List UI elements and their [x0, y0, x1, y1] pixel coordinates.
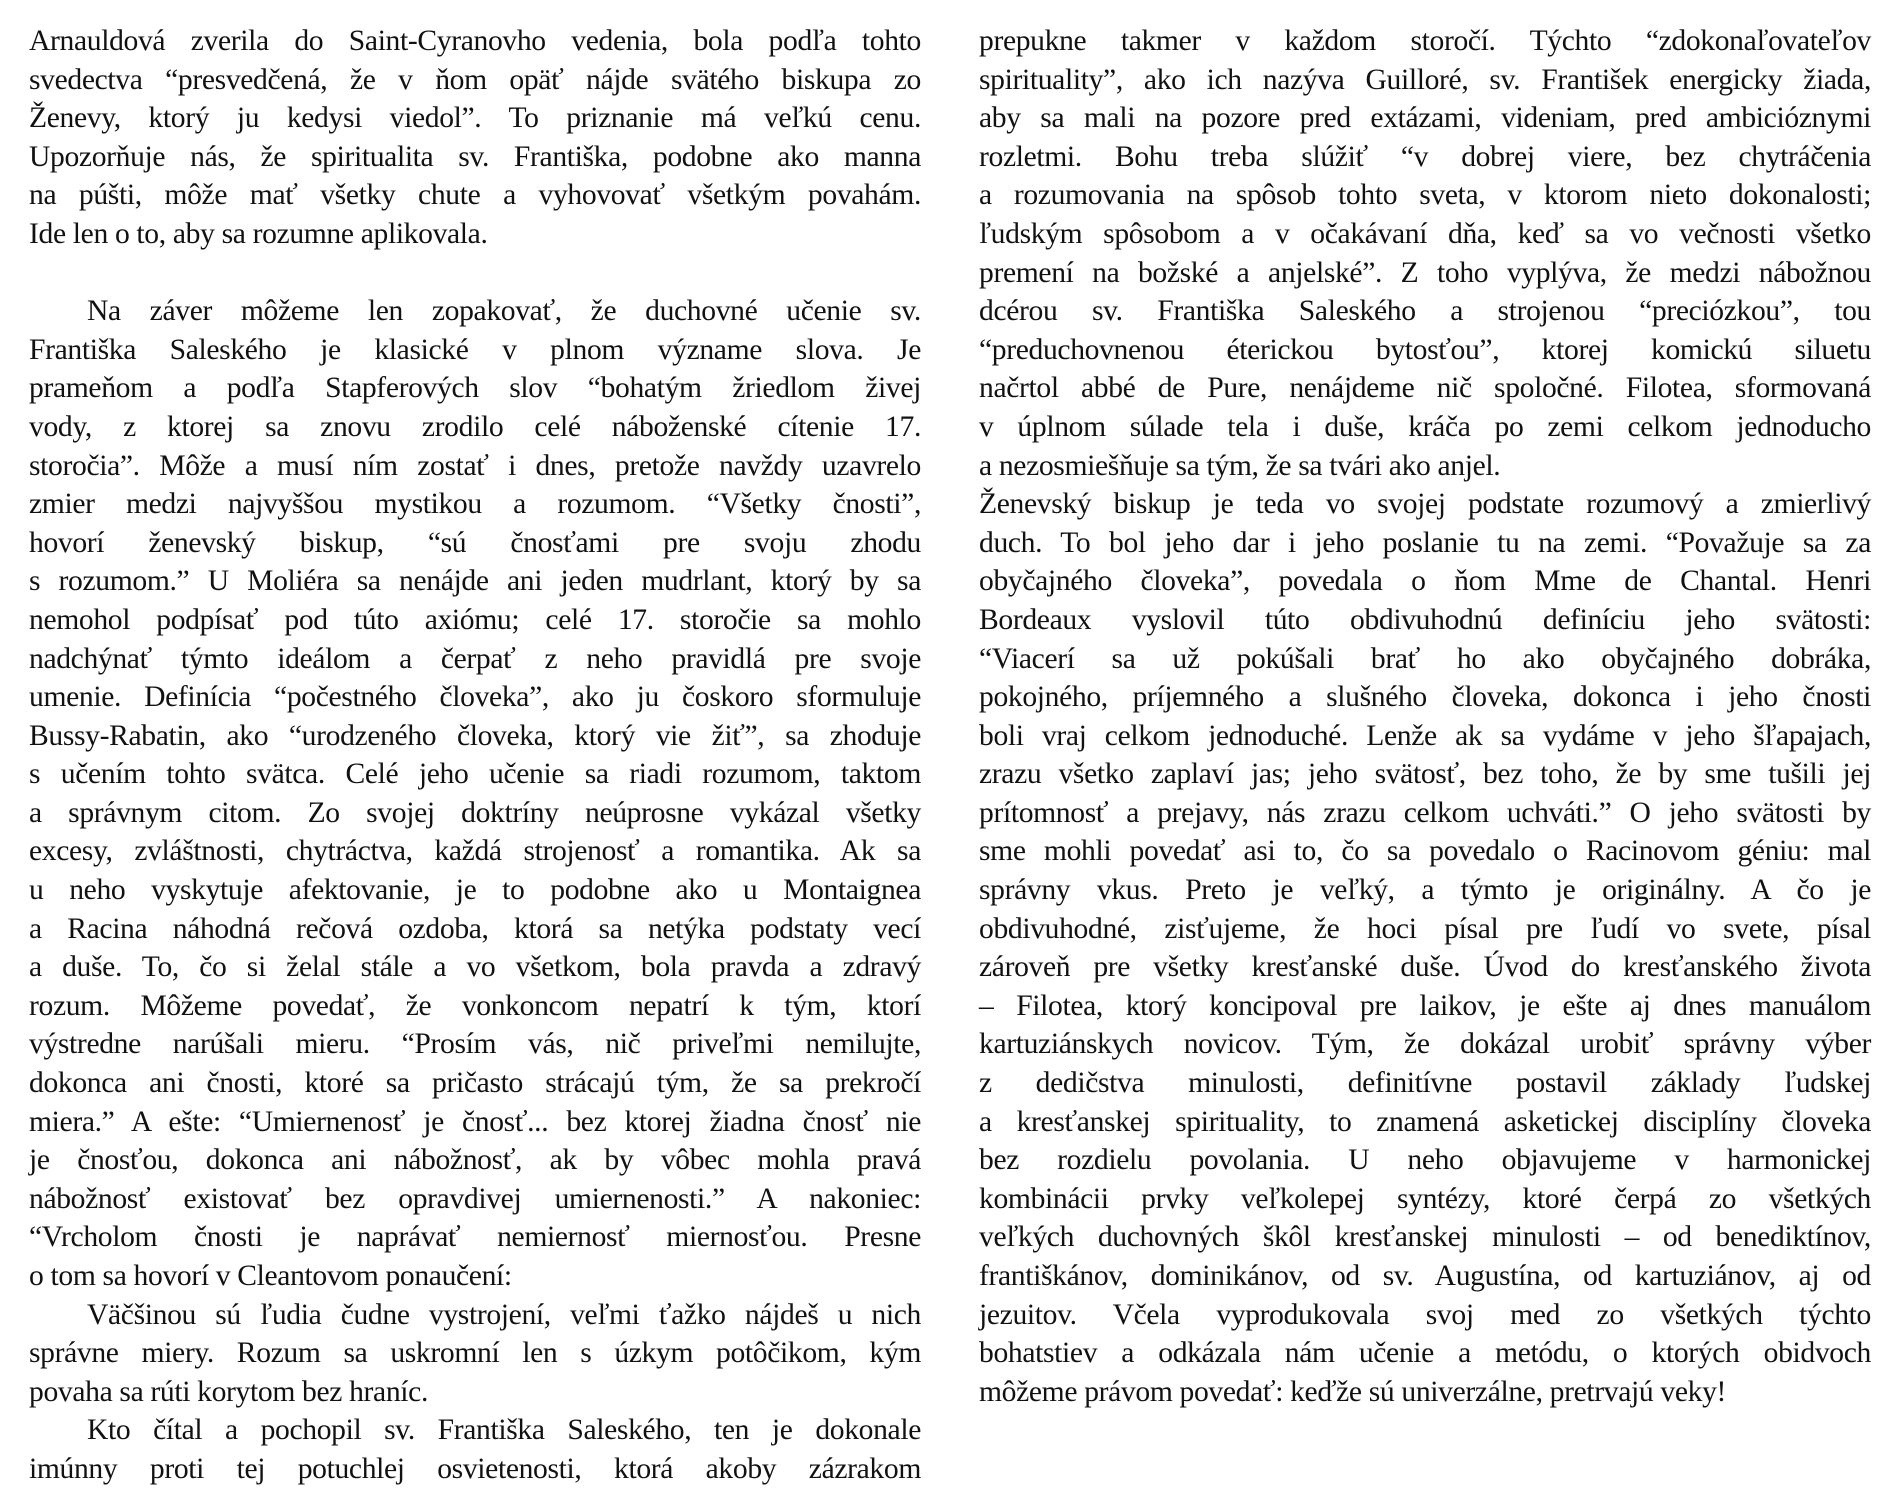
text-line: v úplnom súlade tela i duše, kráča po zemi celkom jednoducho [979, 410, 1871, 443]
text-line: s učením tohto svätca. Celé jeho učenie sa riadi rozumom, taktom [29, 758, 921, 791]
text-line: prepukne takmer v každom storočí. Týchto “zdokonaľovateľov [979, 25, 1871, 57]
text-line: Na záver môžeme len zopakovať, že duchovné učenie sv. [87, 295, 921, 328]
right-column [979, 22, 1871, 1411]
text-line: sme mohli povedať asi to, čo sa povedalo o Racinovom géniu: mal [979, 835, 1871, 868]
text-line: bohatstiev a odkázala nám učenie a metódu, o ktorých obidvoch [979, 1337, 1871, 1370]
text-line: Ide len o to, aby sa rozumne aplikovala. [29, 217, 488, 250]
text-line: s rozumom.” U Moliéra sa nenájde ani jeden mudrlant, ktorý by sa [29, 565, 921, 598]
text-line: boli vraj celkom jednoduché. Lenže ak sa vydáme v jeho šľapajach, [979, 719, 1871, 752]
text-line: správny vkus. Preto je veľký, a týmto je originálny. A čo je [979, 874, 1871, 907]
text-line: u neho vyskytuje afektovanie, je to podobne ako u Montaignea [29, 874, 921, 907]
text-line: Ženevy, ktorý ju kedysi viedol”. To priznanie má veľkú cenu. [29, 102, 921, 135]
text-line: Bordeaux vyslovil túto obdivuhodnú definíciu jeho svätosti: [979, 603, 1871, 636]
text-line: “preduchovnenou éterickou bytosťou”, ktorej komickú siluetu [979, 333, 1871, 366]
text-line: umenie. Definícia “počestného človeka”, ako ju čoskoro sformuluje [29, 681, 921, 714]
text-line: môžeme právom povedať: keďže sú univerzálne, pretrvajú veky! [979, 1375, 1727, 1408]
text-line: Väčšinou sú ľudia čudne vystrojení, veľmi ťažko nájdeš u nich [87, 1298, 921, 1331]
text-line: spirituality”, ako ich nazýva Guilloré, sv. František energicky žiada, [979, 63, 1871, 96]
text-line: imúnny proti tej potuchlej osvietenosti, ktorá akoby zázrakom [29, 1452, 921, 1485]
text-line: prameňom a podľa Stapferových slov “bohatým žriedlom živej [29, 372, 921, 405]
text-line: a nezosmiešňuje sa tým, že sa tvári ako anjel. [979, 449, 1501, 482]
text-line: Františka Saleského je klasické v plnom význame slova. Je [29, 333, 921, 366]
text-line: jezuitov. Včela vyprodukovala svoj med zo všetkých týchto [979, 1298, 1871, 1331]
text-line: dcérou sv. Františka Saleského a strojenou “preciózkou”, tou [979, 295, 1871, 328]
text-line: Upozorňuje nás, že spiritualita sv. Františka, podobne ako manna [29, 140, 921, 173]
paragraph-gap [29, 254, 921, 293]
paragraph-kto-cital [29, 1411, 921, 1488]
text-line: výstredne narúšali mieru. “Prosím vás, nič priveľmi nemilujte, [29, 1028, 921, 1061]
text-line: miera.” A ešte: “Umiernenosť je čnosť... bez ktorej žiadna čnosť nie [29, 1105, 921, 1138]
text-line: nábožnosť existovať bez opravdivej umiernenosti.” A nakoniec: [29, 1182, 921, 1215]
text-line: zmier medzi najvyššou mystikou a rozumom. “Všetky čnosti”, [29, 488, 921, 521]
text-line: zároveň pre všetky kresťanské duše. Úvod do kresťanského života [979, 951, 1871, 984]
text-line: nadchýnať týmto ideálom a čerpať z neho pravidlá pre svoje [29, 642, 921, 675]
paragraph-arnauldova [29, 22, 921, 254]
text-line: duch. To bol jeho dar i jeho poslanie tu na zemi. “Považuje sa za [979, 526, 1871, 559]
text-line: Bussy-Rabatin, ako “urodzeného človeka, ktorý vie žiť”, sa zhoduje [29, 719, 921, 752]
text-line: je čnosťou, dokonca ani nábožnosť, ak by vôbec mohla pravá [29, 1144, 921, 1177]
text-line: o tom sa hovorí v Cleantovom ponaučení: [29, 1260, 512, 1292]
text-line: a rozumovania na spôsob tohto sveta, v ktorom nieto dokonalosti; [979, 179, 1871, 212]
paragraph-prepukne [979, 22, 1871, 485]
text-line: hovorí ženevský biskup, “sú čnosťami pre svoju zhodu [29, 526, 921, 559]
text-line: rozletmi. Bohu treba slúžiť “v dobrej viere, bez chytráčenia [979, 140, 1871, 173]
text-line: vody, z ktorej sa znovu zrodilo celé náboženské cítenie 17. [29, 410, 921, 443]
text-line: Arnauldová zverila do Saint-Cyranovho vedenia, bola podľa tohto [29, 25, 921, 57]
text-line: zrazu všetko zaplaví jas; jeho svätosť, bez toho, že by sme tušili jej [979, 758, 1871, 791]
text-line: pokojného, príjemného a slušného človeka, dokonca i jeho čnosti [979, 681, 1871, 714]
text-line: kartuziánskych novicov. Tým, že dokázal urobiť správny výber [979, 1028, 1871, 1061]
text-line: prítomnosť a prejavy, nás zrazu celkom uchváti.” O jeho svätosti by [979, 796, 1871, 829]
paragraph-quote-cleant [29, 1296, 921, 1412]
text-line: povaha sa rúti korytom bez hraníc. [29, 1375, 428, 1408]
text-line: a duše. To, čo si želal stále a vo všetkom, bola pravda a zdravý [29, 951, 921, 984]
text-line: – Filotea, ktorý koncipoval pre laikov, je ešte aj dnes manuálom [979, 989, 1871, 1022]
text-line: a kresťanskej spirituality, to znamená asketickej disciplíny človeka [979, 1105, 1871, 1138]
text-line: Kto čítal a pochopil sv. Františka Saleského, ten je dokonale [87, 1414, 921, 1447]
text-line: svedectva “presvedčená, že v ňom opäť nájde svätého biskupa zo [29, 63, 921, 96]
text-line: a Racina náhodná rečová ozdoba, ktorá sa netýka podstaty vecí [29, 912, 921, 945]
text-line: veľkých duchovných škôl kresťanskej minulosti – od benediktínov, [979, 1221, 1871, 1254]
text-line: bez rozdielu povolania. U neho objavujeme v harmonickej [979, 1144, 1871, 1177]
text-line: a správnym citom. Zo svojej doktríny neúprosne vykázal všetky [29, 796, 921, 829]
text-line: obyčajného človeka”, povedala o ňom Mme de Chantal. Henri [979, 565, 1871, 598]
left-column [29, 22, 921, 1489]
text-line: františkánov, dominikánov, od sv. Augustína, od kartuziánov, aj od [979, 1260, 1871, 1292]
text-line: správne miery. Rozum sa uskromní len s úzkym potôčikom, kým [29, 1337, 921, 1370]
text-line: premení na božské a anjelské”. Z toho vyplýva, že medzi nábožnou [979, 256, 1871, 289]
text-line: rozum. Môžeme povedať, že vonkoncom nepatrí k tým, ktorí [29, 989, 921, 1022]
text-line: nemohol podpísať pod túto axiómu; celé 17. storočie sa mohlo [29, 603, 921, 636]
text-line: excesy, zvláštnosti, chytráctva, každá strojenosť a romantika. Ak sa [29, 835, 921, 868]
text-line: “Vrcholom čnosti je naprávať nemiernosť miernosťou. Presne [29, 1221, 921, 1254]
text-line: načrtol abbé de Pure, nenájdeme nič spoločné. Filotea, sformovaná [979, 372, 1871, 405]
text-line: “Viacerí sa už pokúšali brať ho ako obyčajného dobráka, [979, 642, 1871, 675]
paragraph-zenevsky-biskup [979, 485, 1871, 1411]
text-line: aby sa mali na pozore pred extázami, videniam, pred ambicióznymi [979, 102, 1871, 135]
text-line: na púšti, môže mať všetky chute a vyhovovať všetkým povahám. [29, 179, 921, 212]
paragraph-na-zaver [29, 292, 921, 1295]
text-line: kombinácii prvky veľkolepej syntézy, ktoré čerpá zo všetkých [979, 1182, 1871, 1215]
text-line: obdivuhodné, zisťujeme, že hoci písal pre ľudí vo svete, písal [979, 912, 1871, 945]
text-line: dokonca ani čnosti, ktoré sa pričasto strácajú tým, že sa prekročí [29, 1067, 921, 1100]
text-line: Ženevský biskup je teda vo svojej podstate rozumový a zmierlivý [979, 488, 1871, 521]
text-line: storočia”. Môže a musí ním zostať i dnes, pretože navždy uzavrelo [29, 449, 921, 482]
text-line: z dedičstva minulosti, definitívne postavil základy ľudskej [979, 1067, 1871, 1100]
text-line: ľudským spôsobom a v očakávaní dňa, keď sa vo večnosti všetko [979, 217, 1871, 250]
